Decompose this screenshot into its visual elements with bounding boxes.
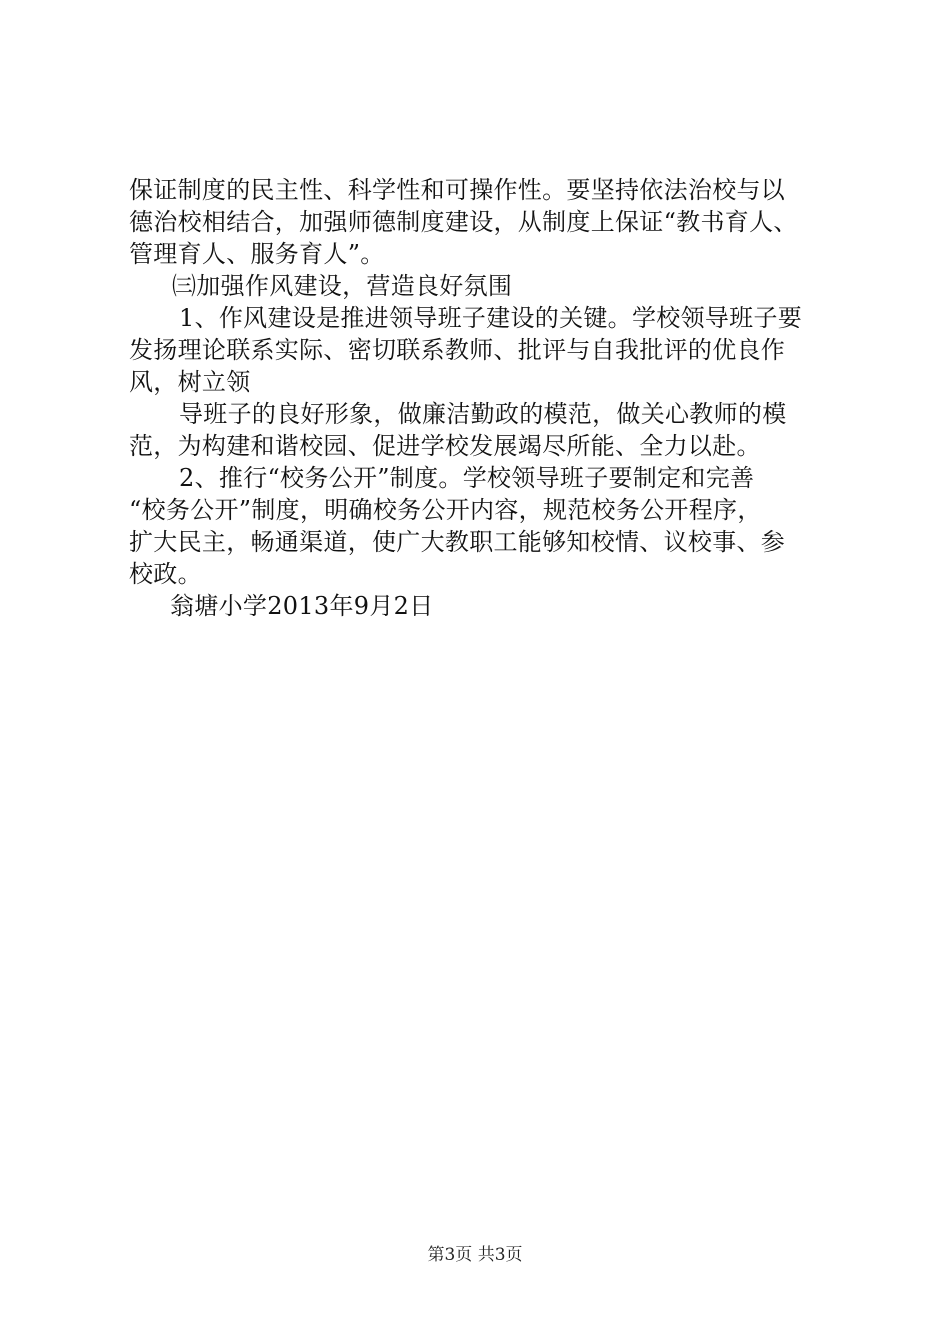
section-heading: ㈢加强作风建设，营造良好氛围 — [172, 272, 513, 300]
paragraph-line: 校政。 — [129, 560, 202, 588]
paragraph-line: 德治校相结合，加强师德制度建设，从制度上保证“教书育人、 — [129, 208, 798, 236]
document-body — [129, 174, 849, 622]
paragraph-line: 风，树立领 — [129, 368, 251, 396]
page-number-footer: 第3页 共3页 — [427, 1245, 523, 1265]
paragraph-line: 保证制度的民主性、科学性和可操作性。要坚持依法治校与以 — [129, 176, 786, 204]
signature-line: 翁塘小学2013年9月2日 — [170, 592, 434, 620]
paragraph-line: 发扬理论联系实际、密切联系教师、批评与自我批评的优良作 — [129, 336, 786, 364]
paragraph-line: 导班子的良好形象，做廉洁勤政的模范，做关心教师的模 — [179, 400, 787, 428]
paragraph-line: 范，为构建和谐校园、促进学校发展竭尽所能、全力以赴。 — [129, 432, 761, 460]
paragraph-line: 扩大民主，畅通渠道，使广大教职工能够知校情、议校事、参 — [129, 528, 786, 556]
paragraph-line: 2、推行“校务公开”制度。学校领导班子要制定和完善 — [179, 464, 755, 492]
paragraph-line: 1、作风建设是推进领导班子建设的关键。学校领导班子要 — [179, 304, 803, 332]
paragraph-line: “校务公开”制度，明确校务公开内容，规范校务公开程序， — [129, 496, 762, 524]
paragraph-line: 管理育人、服务育人”。 — [129, 240, 385, 268]
